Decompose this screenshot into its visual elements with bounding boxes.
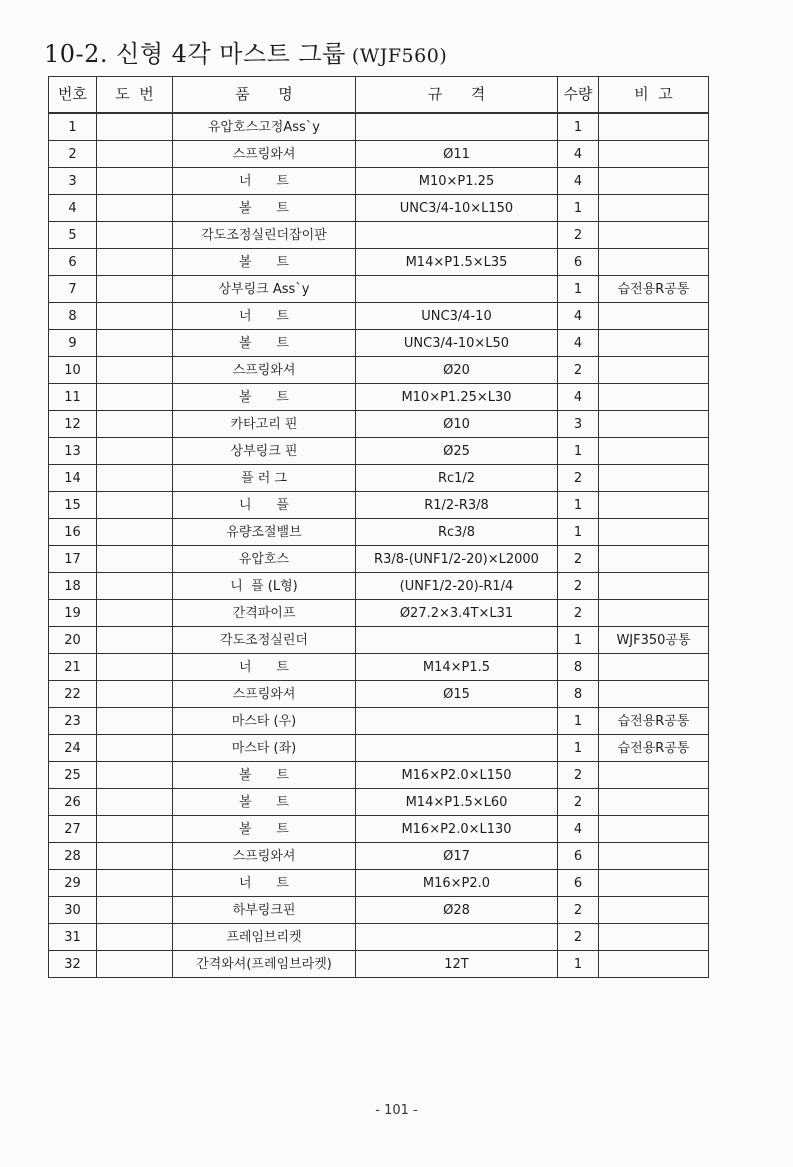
cell-qty: 1 xyxy=(558,492,599,519)
cell-no: 23 xyxy=(49,708,97,735)
cell-drawing-no xyxy=(97,681,173,708)
cell-no: 9 xyxy=(49,330,97,357)
cell-remark xyxy=(599,573,709,600)
header-no: 번호 xyxy=(49,77,97,114)
cell-part-name: 하부링크핀 xyxy=(173,897,356,924)
cell-remark xyxy=(599,870,709,897)
cell-part-name: 간격파이프 xyxy=(173,600,356,627)
cell-qty: 4 xyxy=(558,303,599,330)
cell-drawing-no xyxy=(97,789,173,816)
table-row xyxy=(49,438,709,465)
page-number: - 101 - xyxy=(375,1103,418,1118)
cell-spec xyxy=(356,708,558,735)
cell-drawing-no xyxy=(97,357,173,384)
cell-remark xyxy=(599,411,709,438)
cell-qty: 1 xyxy=(558,113,599,141)
cell-drawing-no xyxy=(97,654,173,681)
cell-no: 2 xyxy=(49,141,97,168)
cell-part-name: 유량조절밸브 xyxy=(173,519,356,546)
cell-spec: (UNF1/2-20)-R1/4 xyxy=(356,573,558,600)
cell-spec xyxy=(356,276,558,303)
cell-remark xyxy=(599,843,709,870)
cell-spec: R1/2-R3/8 xyxy=(356,492,558,519)
header-spec: 규 격 xyxy=(356,77,558,114)
table-row xyxy=(49,816,709,843)
cell-spec: R3/8-(UNF1/2-20)×L2000 xyxy=(356,546,558,573)
cell-remark xyxy=(599,384,709,411)
cell-drawing-no xyxy=(97,951,173,978)
table-row xyxy=(49,113,709,141)
cell-part-name: 너 트 xyxy=(173,654,356,681)
cell-no: 31 xyxy=(49,924,97,951)
cell-spec: M10×P1.25 xyxy=(356,168,558,195)
cell-no: 4 xyxy=(49,195,97,222)
cell-remark xyxy=(599,816,709,843)
cell-qty: 1 xyxy=(558,438,599,465)
cell-spec: UNC3/4-10×L150 xyxy=(356,195,558,222)
cell-part-name: 니 플 (L형) xyxy=(173,573,356,600)
cell-no: 12 xyxy=(49,411,97,438)
cell-drawing-no xyxy=(97,384,173,411)
cell-remark xyxy=(599,600,709,627)
cell-spec: Ø11 xyxy=(356,141,558,168)
cell-no: 16 xyxy=(49,519,97,546)
cell-part-name: 스프링와셔 xyxy=(173,681,356,708)
cell-no: 24 xyxy=(49,735,97,762)
cell-spec xyxy=(356,113,558,141)
cell-remark xyxy=(599,654,709,681)
cell-part-name: 너 트 xyxy=(173,303,356,330)
cell-part-name: 볼 트 xyxy=(173,330,356,357)
cell-spec: Ø17 xyxy=(356,843,558,870)
cell-remark xyxy=(599,762,709,789)
cell-no: 28 xyxy=(49,843,97,870)
table-row xyxy=(49,357,709,384)
cell-spec: M14×P1.5×L35 xyxy=(356,249,558,276)
cell-part-name: 프레임브리켓 xyxy=(173,924,356,951)
cell-qty: 1 xyxy=(558,735,599,762)
cell-remark xyxy=(599,249,709,276)
cell-part-name: 마스타 (좌) xyxy=(173,735,356,762)
cell-spec: M16×P2.0×L130 xyxy=(356,816,558,843)
cell-remark: 습전용R공통 xyxy=(599,276,709,303)
table-row xyxy=(49,654,709,681)
cell-drawing-no xyxy=(97,627,173,654)
cell-part-name: 볼 트 xyxy=(173,762,356,789)
cell-spec: M16×P2.0 xyxy=(356,870,558,897)
cell-remark xyxy=(599,465,709,492)
cell-part-name: 볼 트 xyxy=(173,384,356,411)
cell-part-name: 너 트 xyxy=(173,870,356,897)
cell-qty: 8 xyxy=(558,681,599,708)
cell-no: 8 xyxy=(49,303,97,330)
cell-qty: 1 xyxy=(558,276,599,303)
cell-part-name: 볼 트 xyxy=(173,789,356,816)
cell-no: 11 xyxy=(49,384,97,411)
cell-qty: 2 xyxy=(558,222,599,249)
cell-drawing-no xyxy=(97,438,173,465)
cell-qty: 6 xyxy=(558,870,599,897)
table-row xyxy=(49,465,709,492)
cell-qty: 2 xyxy=(558,465,599,492)
table-row xyxy=(49,735,709,762)
cell-no: 17 xyxy=(49,546,97,573)
cell-no: 22 xyxy=(49,681,97,708)
table-row xyxy=(49,951,709,978)
cell-spec xyxy=(356,924,558,951)
cell-spec: Ø10 xyxy=(356,411,558,438)
cell-qty: 6 xyxy=(558,843,599,870)
cell-drawing-no xyxy=(97,168,173,195)
cell-no: 32 xyxy=(49,951,97,978)
cell-qty: 2 xyxy=(558,600,599,627)
cell-qty: 4 xyxy=(558,330,599,357)
cell-qty: 2 xyxy=(558,357,599,384)
cell-part-name: 스프링와셔 xyxy=(173,843,356,870)
cell-drawing-no xyxy=(97,222,173,249)
table-row xyxy=(49,249,709,276)
cell-remark xyxy=(599,951,709,978)
cell-spec: UNC3/4-10 xyxy=(356,303,558,330)
cell-part-name: 유압호스고정Ass`y xyxy=(173,113,356,141)
cell-remark: WJF350공통 xyxy=(599,627,709,654)
cell-remark xyxy=(599,113,709,141)
cell-drawing-no xyxy=(97,924,173,951)
cell-no: 18 xyxy=(49,573,97,600)
cell-spec xyxy=(356,627,558,654)
cell-drawing-no xyxy=(97,519,173,546)
cell-part-name: 니 플 xyxy=(173,492,356,519)
cell-drawing-no xyxy=(97,249,173,276)
cell-spec xyxy=(356,735,558,762)
cell-remark xyxy=(599,546,709,573)
table-body xyxy=(49,113,709,978)
cell-remark: 습전용R공통 xyxy=(599,708,709,735)
cell-part-name: 각도조정실린더 xyxy=(173,627,356,654)
cell-no: 10 xyxy=(49,357,97,384)
cell-qty: 4 xyxy=(558,141,599,168)
cell-drawing-no xyxy=(97,600,173,627)
cell-remark xyxy=(599,168,709,195)
cell-spec: M14×P1.5 xyxy=(356,654,558,681)
cell-part-name: 각도조정실린더잡이판 xyxy=(173,222,356,249)
cell-remark xyxy=(599,519,709,546)
table-row xyxy=(49,330,709,357)
table-row xyxy=(49,600,709,627)
cell-spec: M10×P1.25×L30 xyxy=(356,384,558,411)
cell-part-name: 너 트 xyxy=(173,168,356,195)
table-row xyxy=(49,411,709,438)
cell-remark xyxy=(599,222,709,249)
cell-no: 15 xyxy=(49,492,97,519)
cell-remark xyxy=(599,897,709,924)
cell-remark xyxy=(599,789,709,816)
cell-no: 7 xyxy=(49,276,97,303)
cell-spec: Rc3/8 xyxy=(356,519,558,546)
cell-drawing-no xyxy=(97,276,173,303)
cell-no: 20 xyxy=(49,627,97,654)
cell-drawing-no xyxy=(97,816,173,843)
table-row xyxy=(49,384,709,411)
table-row xyxy=(49,627,709,654)
section-title: 10-2. 신형 4각 마스트 그룹 xyxy=(44,40,346,68)
cell-qty: 1 xyxy=(558,519,599,546)
cell-spec: Ø20 xyxy=(356,357,558,384)
cell-spec: M16×P2.0×L150 xyxy=(356,762,558,789)
cell-drawing-no xyxy=(97,141,173,168)
page-title xyxy=(44,34,447,69)
cell-part-name: 스프링와셔 xyxy=(173,357,356,384)
cell-qty: 3 xyxy=(558,411,599,438)
cell-drawing-no xyxy=(97,762,173,789)
cell-no: 27 xyxy=(49,816,97,843)
cell-part-name: 볼 트 xyxy=(173,816,356,843)
cell-drawing-no xyxy=(97,573,173,600)
table-row xyxy=(49,195,709,222)
cell-no: 26 xyxy=(49,789,97,816)
cell-no: 5 xyxy=(49,222,97,249)
header-remark: 비 고 xyxy=(599,77,709,114)
cell-qty: 1 xyxy=(558,627,599,654)
table-row xyxy=(49,870,709,897)
table-row xyxy=(49,222,709,249)
table-row xyxy=(49,303,709,330)
cell-part-name: 간격와셔(프레임브라켓) xyxy=(173,951,356,978)
cell-remark: 습전용R공통 xyxy=(599,735,709,762)
cell-drawing-no xyxy=(97,870,173,897)
cell-spec: Ø27.2×3.4T×L31 xyxy=(356,600,558,627)
table-row xyxy=(49,924,709,951)
table-row xyxy=(49,573,709,600)
cell-spec: UNC3/4-10×L50 xyxy=(356,330,558,357)
header-qty: 수량 xyxy=(558,77,599,114)
table-row xyxy=(49,492,709,519)
cell-remark xyxy=(599,195,709,222)
cell-drawing-no xyxy=(97,113,173,141)
header-part-name: 품 명 xyxy=(173,77,356,114)
cell-spec: M14×P1.5×L60 xyxy=(356,789,558,816)
cell-drawing-no xyxy=(97,411,173,438)
cell-drawing-no xyxy=(97,195,173,222)
cell-drawing-no xyxy=(97,546,173,573)
cell-part-name: 상부링크 핀 xyxy=(173,438,356,465)
table-row xyxy=(49,519,709,546)
cell-remark xyxy=(599,357,709,384)
cell-remark xyxy=(599,330,709,357)
cell-part-name: 볼 트 xyxy=(173,249,356,276)
cell-part-name: 볼 트 xyxy=(173,195,356,222)
cell-remark xyxy=(599,303,709,330)
cell-part-name: 상부링크 Ass`y xyxy=(173,276,356,303)
cell-no: 13 xyxy=(49,438,97,465)
cell-qty: 2 xyxy=(558,924,599,951)
cell-drawing-no xyxy=(97,492,173,519)
cell-no: 25 xyxy=(49,762,97,789)
table-row xyxy=(49,546,709,573)
cell-no: 19 xyxy=(49,600,97,627)
table-row xyxy=(49,276,709,303)
cell-no: 14 xyxy=(49,465,97,492)
table-row xyxy=(49,141,709,168)
cell-no: 6 xyxy=(49,249,97,276)
cell-part-name: 플 러 그 xyxy=(173,465,356,492)
table-row xyxy=(49,681,709,708)
cell-part-name: 마스타 (우) xyxy=(173,708,356,735)
table-row xyxy=(49,168,709,195)
cell-remark xyxy=(599,924,709,951)
cell-spec: Ø15 xyxy=(356,681,558,708)
cell-qty: 2 xyxy=(558,789,599,816)
cell-remark xyxy=(599,492,709,519)
model-code: (WJF560) xyxy=(351,45,448,67)
cell-qty: 2 xyxy=(558,546,599,573)
table-row xyxy=(49,897,709,924)
cell-qty: 1 xyxy=(558,708,599,735)
cell-drawing-no xyxy=(97,303,173,330)
table-row xyxy=(49,708,709,735)
cell-no: 1 xyxy=(49,113,97,141)
cell-qty: 8 xyxy=(558,654,599,681)
cell-part-name: 유압호스 xyxy=(173,546,356,573)
cell-qty: 6 xyxy=(558,249,599,276)
header-drawing-no: 도 번 xyxy=(97,77,173,114)
cell-qty: 4 xyxy=(558,168,599,195)
cell-drawing-no xyxy=(97,897,173,924)
cell-spec: Ø25 xyxy=(356,438,558,465)
cell-no: 29 xyxy=(49,870,97,897)
cell-spec: 12T xyxy=(356,951,558,978)
cell-qty: 2 xyxy=(558,897,599,924)
cell-qty: 2 xyxy=(558,762,599,789)
cell-qty: 1 xyxy=(558,195,599,222)
cell-remark xyxy=(599,681,709,708)
cell-qty: 4 xyxy=(558,816,599,843)
cell-qty: 2 xyxy=(558,573,599,600)
cell-spec xyxy=(356,222,558,249)
cell-no: 3 xyxy=(49,168,97,195)
table-row xyxy=(49,762,709,789)
cell-no: 21 xyxy=(49,654,97,681)
cell-part-name: 스프링와셔 xyxy=(173,141,356,168)
table-header-row xyxy=(49,77,709,114)
cell-qty: 4 xyxy=(558,384,599,411)
cell-remark xyxy=(599,438,709,465)
cell-drawing-no xyxy=(97,708,173,735)
table-row xyxy=(49,843,709,870)
cell-no: 30 xyxy=(49,897,97,924)
parts-table xyxy=(48,76,709,978)
cell-drawing-no xyxy=(97,843,173,870)
cell-drawing-no xyxy=(97,735,173,762)
table-row xyxy=(49,789,709,816)
cell-spec: Ø28 xyxy=(356,897,558,924)
cell-part-name: 카타고리 핀 xyxy=(173,411,356,438)
cell-drawing-no xyxy=(97,465,173,492)
cell-qty: 1 xyxy=(558,951,599,978)
cell-spec: Rc1/2 xyxy=(356,465,558,492)
cell-drawing-no xyxy=(97,330,173,357)
cell-remark xyxy=(599,141,709,168)
